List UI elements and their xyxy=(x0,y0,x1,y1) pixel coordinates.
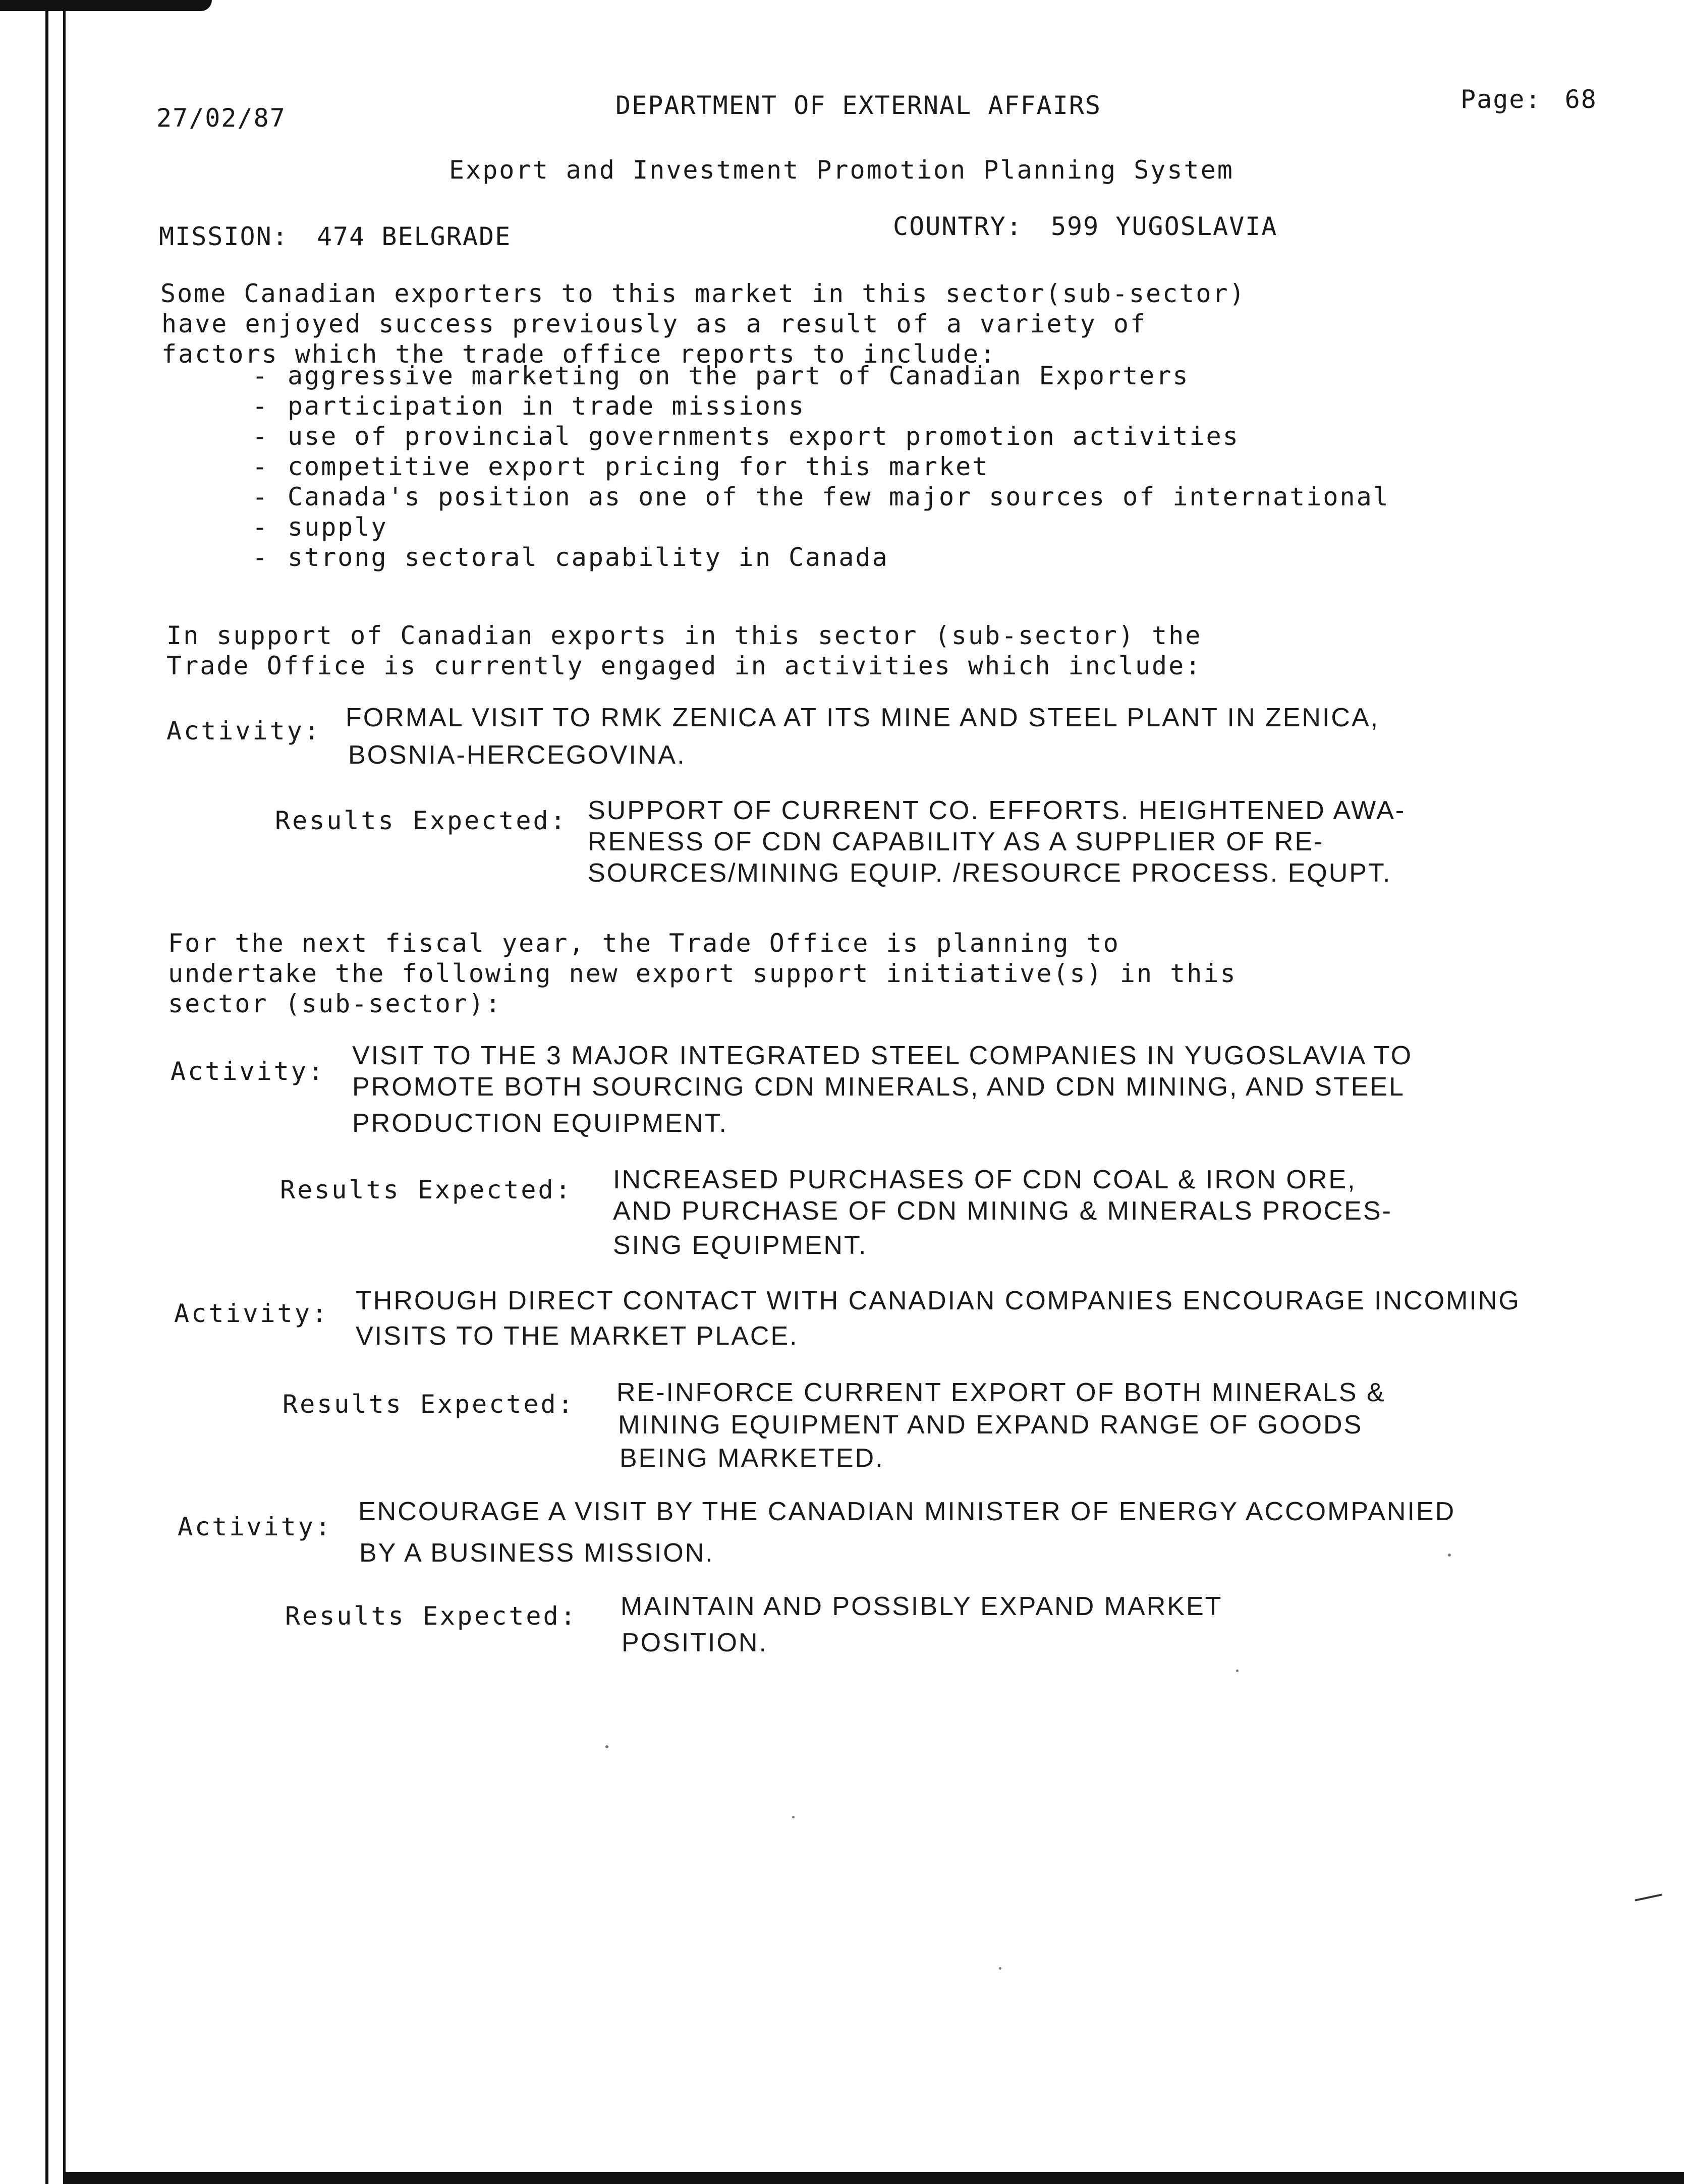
document-date: 27/02/87 xyxy=(156,103,286,133)
country-label: COUNTRY: xyxy=(893,212,1023,241)
page-number: 68 xyxy=(1564,85,1597,114)
results-label: Results Expected: xyxy=(283,1390,575,1419)
country-line xyxy=(893,212,1277,241)
scan-speck xyxy=(1236,1670,1239,1672)
results-text: SOURCES/MINING EQUIP. /RESOURCE PROCESS. EQUPT. xyxy=(588,858,1392,888)
system-title: Export and Investment Promotion Planning System xyxy=(449,155,1234,185)
page-label: Page: xyxy=(1461,85,1542,114)
activity-text: BY A BUSINESS MISSION. xyxy=(359,1538,714,1568)
activity-text: BOSNIA-HERCEGOVINA. xyxy=(348,740,686,770)
results-text: SING EQUIPMENT. xyxy=(613,1231,868,1260)
activity-text: PRODUCTION EQUIPMENT. xyxy=(352,1109,728,1138)
list-item: - strong sectoral capability in Canada xyxy=(252,542,1390,572)
activity-label: Activity: xyxy=(178,1512,332,1541)
list-item: - participation in trade missions xyxy=(252,391,1390,421)
results-text: INCREASED PURCHASES OF CDN COAL & IRON ORE, xyxy=(613,1165,1357,1194)
activity-label: Activity: xyxy=(166,716,321,745)
results-text: RENESS OF CDN CAPABILITY AS A SUPPLIER OF RE- xyxy=(588,827,1324,856)
results-label: Results Expected: xyxy=(280,1175,573,1204)
list-item: - use of provincial governments export promotion activities xyxy=(252,421,1390,451)
next-year-line: For the next fiscal year, the Trade Office is planning to xyxy=(168,929,1120,958)
next-year-line: sector (sub-sector): xyxy=(168,989,502,1018)
activity-text: THROUGH DIRECT CONTACT WITH CANADIAN COMPANIES ENCOURAGE INCOMING xyxy=(356,1286,1521,1315)
scan-speck xyxy=(1448,1554,1451,1557)
page-indicator xyxy=(1461,85,1597,114)
next-year-line: undertake the following new export support initiative(s) in this xyxy=(168,959,1237,988)
activity-label: Activity: xyxy=(171,1057,325,1086)
intro-line: Some Canadian exporters to this market in this sector(sub-sector) xyxy=(160,279,1246,308)
results-label: Results Expected: xyxy=(275,806,568,835)
activity-text: ENCOURAGE A VISIT BY THE CANADIAN MINISTER OF ENERGY ACCOMPANIED xyxy=(358,1497,1456,1526)
activity-text: PROMOTE BOTH SOURCING CDN MINERALS, AND CDN MINING, AND STEEL xyxy=(352,1072,1405,1102)
results-text: SUPPORT OF CURRENT CO. EFFORTS. HEIGHTENED AWA- xyxy=(588,796,1406,825)
activity-text: VISIT TO THE 3 MAJOR INTEGRATED STEEL COMPANIES IN YUGOSLAVIA TO xyxy=(352,1041,1413,1070)
results-text: RE-INFORCE CURRENT EXPORT OF BOTH MINERALS & xyxy=(616,1378,1386,1407)
list-item-continuation: - supply xyxy=(252,512,1390,542)
results-text: BEING MARKETED. xyxy=(620,1444,884,1473)
scan-speck xyxy=(605,1745,608,1748)
pen-mark xyxy=(1635,1893,1662,1901)
current-line: Trade Office is currently engaged in activities which include: xyxy=(166,651,1202,680)
mission-label: MISSION: xyxy=(159,222,289,251)
current-line: In support of Canadian exports in this sector (sub-sector) the xyxy=(166,621,1202,650)
results-text: AND PURCHASE OF CDN MINING & MINERALS PROCES- xyxy=(613,1196,1392,1226)
activity-label: Activity: xyxy=(174,1299,329,1328)
activity-text: VISITS TO THE MARKET PLACE. xyxy=(356,1321,799,1351)
scan-speck xyxy=(999,1967,1001,1970)
list-item: - Canada's position as one of the few major sources of international xyxy=(252,482,1390,512)
list-item: - competitive export pricing for this market xyxy=(252,451,1390,482)
results-text: POSITION. xyxy=(622,1628,768,1657)
intro-line: factors which the trade office reports to include: xyxy=(161,339,997,369)
department-title: DEPARTMENT OF EXTERNAL AFFAIRS xyxy=(615,91,1102,120)
country-value: 599 YUGOSLAVIA xyxy=(1050,212,1278,241)
success-factors-list xyxy=(252,361,1390,572)
mission-value: 474 BELGRADE xyxy=(316,222,512,251)
results-text: MAINTAIN AND POSSIBLY EXPAND MARKET xyxy=(621,1592,1223,1621)
activity-text: FORMAL VISIT TO RMK ZENICA AT ITS MINE AND STEEL PLANT IN ZENICA, xyxy=(346,703,1380,732)
intro-line: have enjoyed success previously as a result of a variety of xyxy=(161,309,1147,338)
list-item: - aggressive marketing on the part of Canadian Exporters xyxy=(252,361,1390,391)
results-text: MINING EQUIPMENT AND EXPAND RANGE OF GOODS xyxy=(618,1410,1363,1440)
results-label: Results Expected: xyxy=(285,1601,578,1631)
scan-speck xyxy=(792,1816,795,1818)
mission-line xyxy=(159,222,511,251)
